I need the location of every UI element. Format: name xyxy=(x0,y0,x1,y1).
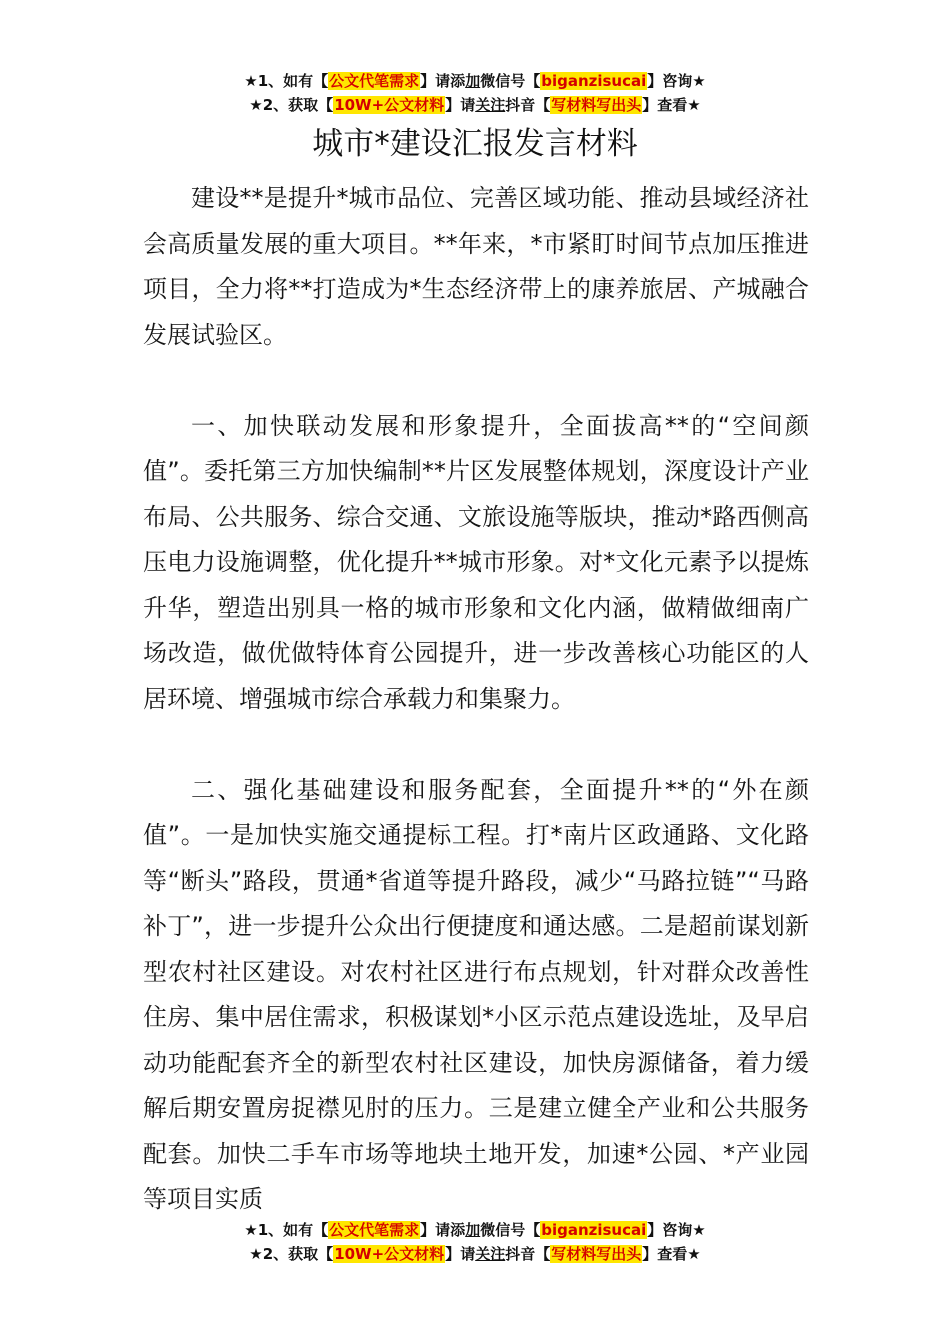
banner-highlight: 公文代笔需求 xyxy=(329,1221,420,1239)
banner-text: 】咨询★ xyxy=(647,72,706,90)
banner-text: 】请添 xyxy=(420,72,466,90)
banner-text: ★2、获取【 xyxy=(249,1245,334,1263)
banner-highlight: 写材料写出头 xyxy=(551,1245,642,1263)
paragraph-section-2: 二、强化基础建设和服务配套，全面提升**的“外在颜值”。一是加快实施交通提标工程。打*南片区政通路、文化路等“断头”路段，贯通*省道等提升路段，减少“马路拉链”“马路补丁”，进一步提升公众出行便捷度和通达感。二是超前谋划新型农村社区建设。对农村社区进行布点规划，针对群众改善性住房、集中居住需求，积极谋划*小区示范点建设选址，及早启动功能配套齐全的新型农村社区建设，加快房源储备，着力缓解后期安置房捉襟见肘的压力。三是建立健全产业和公共服务配套。加快二手车市场等地块土地开发，加速*公园、*产业园等项目实质 xyxy=(143,775,809,1213)
banner-text: 微信号【 xyxy=(480,72,541,90)
banner-text: 微信号【 xyxy=(480,1221,541,1239)
banner-highlight: 10W+公文材料 xyxy=(334,1245,445,1263)
banner-highlight: biganzisucai xyxy=(541,1221,647,1239)
paragraph-section-1: 一、加快联动发展和形象提升，全面拔高**的“空间颜值”。委托第三方加快编制**片区发展整体规划，深度设计产业布局、公共服务、综合交通、文旅设施等版块，推动*路西侧高压电力设施调整，优化提升**城市形象。对*文化元素予以提炼升华，塑造出别具一格的城市形象和文化内涵，做精做细南广场改造，做优做特体育公园提升，进一步改善核心功能区的人居环境、增强城市综合承载力和集聚力。 xyxy=(143,411,809,713)
document-body xyxy=(143,176,809,1268)
document-title: 城市*建设汇报发言材料 xyxy=(312,126,638,162)
banner-text: 】咨询★ xyxy=(647,1221,706,1239)
banner-highlight: 10W+公文材料 xyxy=(334,96,445,114)
banner-text: ★1、如有【 xyxy=(244,72,329,90)
banner-highlight: 公文代笔需求 xyxy=(329,72,420,90)
banner-text: 】查看★ xyxy=(642,1245,701,1263)
banner-highlight: 写材料写出头 xyxy=(551,96,642,114)
banner-underlined-text: 关注 xyxy=(475,1245,506,1263)
paragraph-intro: 建设**是提升*城市品位、完善区域功能、推动县域经济社会高质量发展的重大项目。**年来，*市紧盯时间节点加压推进项目，全力将**打造成为*生态经济带上的康养旅居、产城融合发展试验区。 xyxy=(143,184,809,349)
banner-line-2 xyxy=(0,1242,950,1266)
banner-text: ★2、获取【 xyxy=(249,96,334,114)
banner-text: 】查看★ xyxy=(642,96,701,114)
banner-text: 】请 xyxy=(445,1245,476,1263)
banner-text: 】请添 xyxy=(420,1221,466,1239)
banner-text: ★1、如有【 xyxy=(244,1221,329,1239)
banner-text: 抖音【 xyxy=(505,1245,551,1263)
banner-text: 】请 xyxy=(445,96,476,114)
banner-text: 抖音【 xyxy=(505,96,551,114)
banner-underlined-text: 加 xyxy=(465,1221,481,1239)
banner-line-1 xyxy=(0,1218,950,1242)
footer-banner xyxy=(0,1218,950,1266)
banner-highlight: biganzisucai xyxy=(541,72,647,90)
banner-line-2 xyxy=(0,93,950,117)
banner-line-1 xyxy=(0,69,950,93)
banner-underlined-text: 加 xyxy=(465,72,481,90)
header-banner xyxy=(0,69,950,117)
banner-underlined-text: 关注 xyxy=(475,96,506,114)
